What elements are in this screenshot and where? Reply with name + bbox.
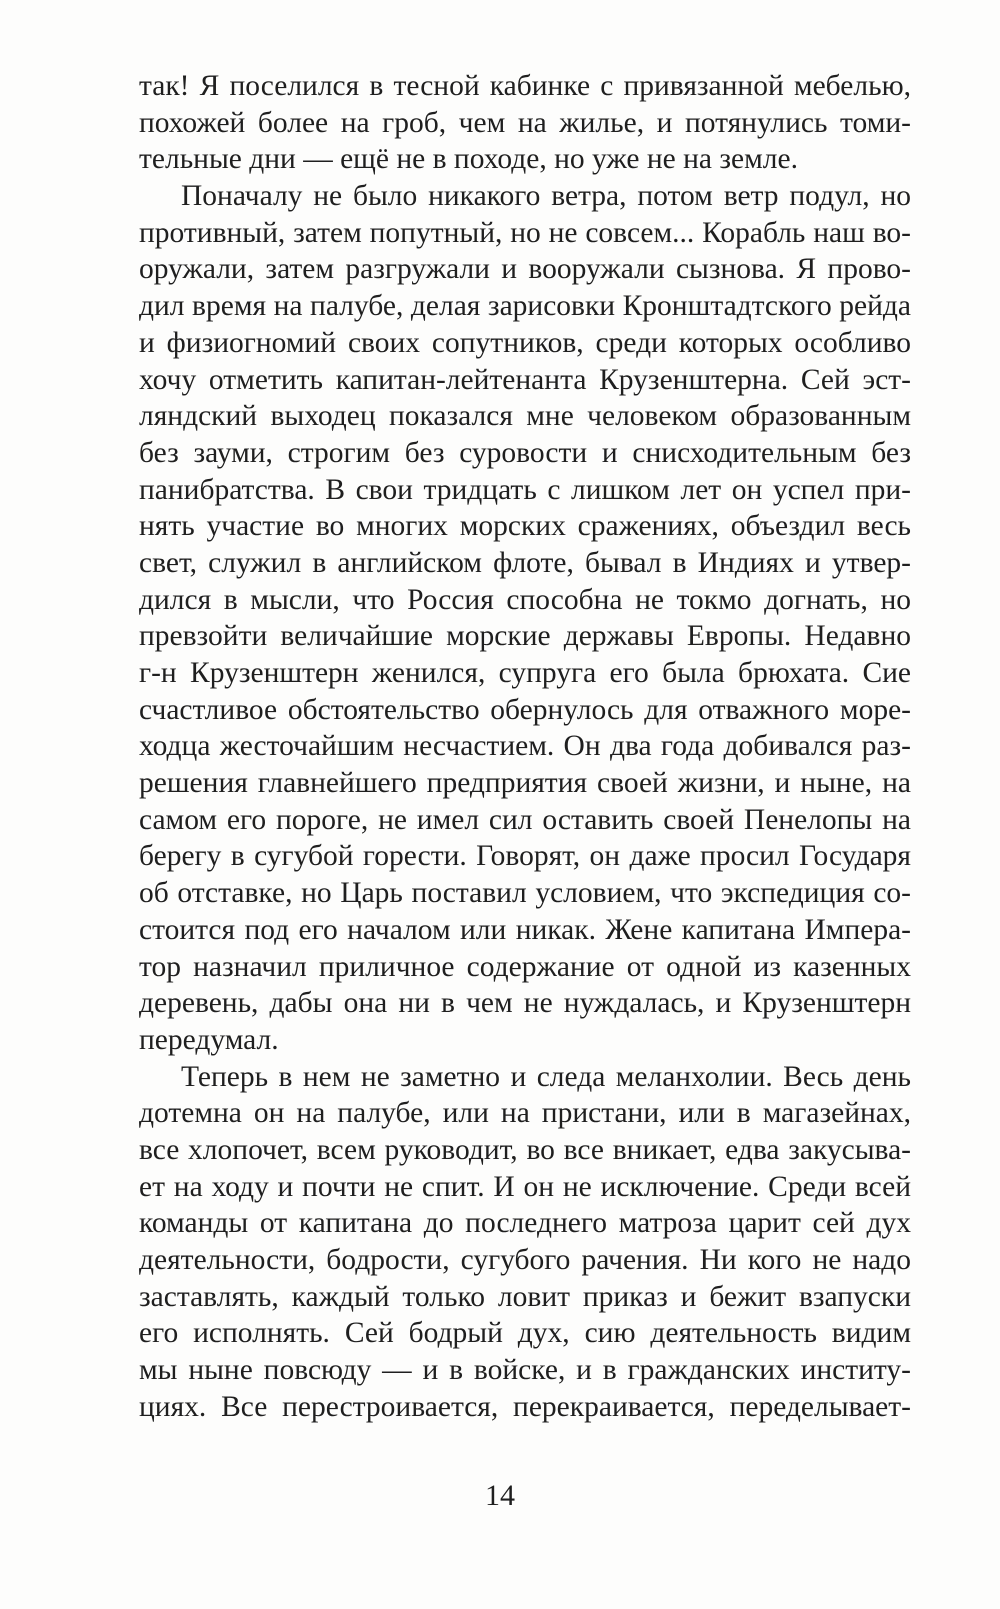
text-line: решения главнейшего предприятия своей жизни, и ныне, на (139, 767, 911, 800)
text-line: тельные дни — ещё не в походе, но уже не на земле. (139, 143, 798, 176)
text-line: превзойти величайшие морские державы Европы. Недавно (139, 620, 911, 653)
text-line: дился в мысли, что Россия способна не токмо догнать, но (139, 583, 911, 616)
text-line: нять участие во многих морских сражениях, объездил весь (139, 510, 911, 543)
text-line: стоится под его началом или никак. Жене капитана Импера- (139, 913, 911, 946)
text-line: команды от капитана до последнего матроза царит сей дух (139, 1207, 911, 1240)
text-line: Поначалу не было никакого ветра, потом ветр подул, но (181, 180, 911, 213)
text-line: деятельности, бодрости, сугубого рачения. Ни кого не надо (139, 1244, 911, 1276)
text-line: и физиогномий своих сопутников, среди которых особливо (139, 326, 911, 359)
text-line: противный, затем попутный, но не совсем... Корабль наш во- (139, 216, 911, 249)
body-text (139, 68, 911, 1425)
text-line: без зауми, строгим без суровости и снисходительным без (139, 436, 911, 469)
text-line: хочу отметить капитан-лейтенанта Крузенштерна. Сей эст- (139, 363, 911, 396)
text-line: счастливое обстоятельство обернулось для отважного море- (139, 693, 911, 726)
text-line: свет, служил в английском флоте, бывал в Индиях и утвер- (139, 546, 911, 579)
text-line: дотемна он на палубе, или на пристани, или в магазейнах, (139, 1097, 911, 1130)
text-line: тор назначил приличное содержание от одной из казенных (139, 950, 911, 983)
page-number: 14 (485, 1479, 515, 1512)
paragraph (139, 1059, 911, 1426)
text-line: панибратства. В свои тридцать с лишком лет он успел при- (139, 473, 911, 506)
text-line: дил время на палубе, делая зарисовки Кронштадтского рейда (139, 290, 911, 323)
text-line: мы ныне повсюду — и в войске, и в гражданских институ- (139, 1354, 911, 1387)
text-line: деревень, дабы она ни в чем не нуждалась, и Крузенштерн (139, 987, 911, 1020)
text-line: так! Я поселился в тесной кабинке с привязанной мебелью, (139, 70, 911, 102)
paragraph (139, 178, 911, 1059)
text-line: передумал. (139, 1023, 279, 1056)
text-line: Теперь в нем не заметно и следа меланхолии. Весь день (181, 1060, 911, 1093)
text-line: заставлять, каждый только ловит приказ и бежит взапуски (139, 1280, 911, 1313)
text-line: оружали, затем разгружали и вооружали сызнова. Я прово- (139, 253, 911, 286)
text-line: ходца жесточайшим несчастием. Он два года добивался раз- (139, 730, 911, 763)
text-line: ет на ходу и почти не спит. И он не исключение. Среди всей (139, 1170, 911, 1203)
paragraph (139, 68, 911, 178)
text-line: об отставке, но Царь поставил условием, что экспедиция со- (139, 877, 911, 910)
text-line: ляндский выходец показался мне человеком образованным (139, 400, 911, 433)
text-line: берегу в сугубой горести. Говорят, он даже просил Государя (139, 840, 911, 873)
text-line: циях. Все перестроивается, перекраивается, переделывает- (139, 1390, 911, 1423)
text-line: самом его пороге, не имел сил оставить своей Пенелопы на (139, 803, 911, 836)
text-line: его исполнять. Сей бодрый дух, сию деятельность видим (139, 1317, 911, 1350)
text-line: г-н Крузенштерн женился, супруга его была брюхата. Сие (139, 657, 911, 689)
text-line: все хлопочет, всем руководит, во все вникает, едва закусыва- (139, 1133, 911, 1166)
text-line: похожей более на гроб, чем на жилье, и потянулись томи- (139, 106, 911, 139)
